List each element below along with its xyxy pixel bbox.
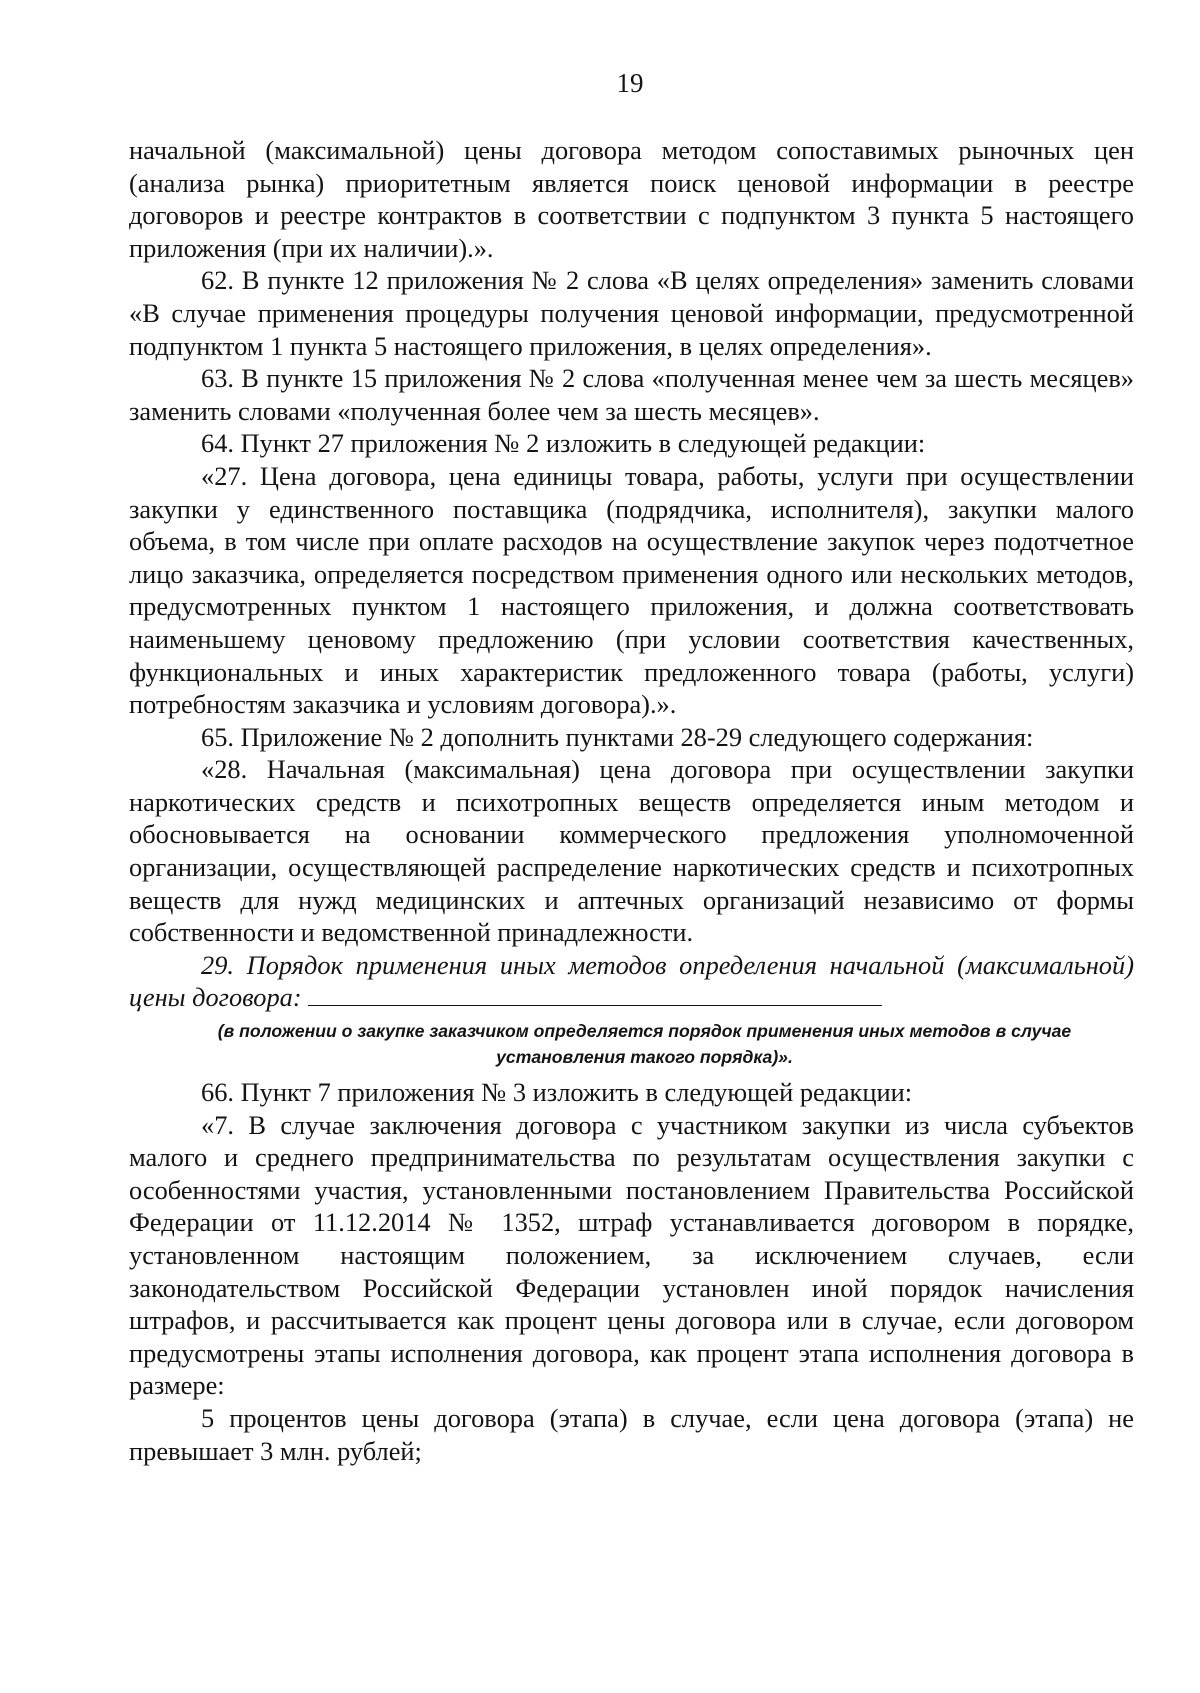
paragraph-65: 65. Приложение № 2 дополнить пунктами 28-29 следующего содержания:: [201, 721, 1034, 752]
paragraph-29-italic: [129, 949, 1134, 1014]
paragraph-64: 64. Пункт 27 приложения № 2 изложить в следующей редакции:: [201, 428, 926, 459]
paragraph-continuation: начальной (максимальной) цены договора методом сопоставимых рыночных цен (анализа рынка) приоритетным является поиск ценовой информации в реестре договоров и реестре контрактов в соответствии с подпунктом 3 пункта 5 настоящего приложения (при их наличии).».: [129, 135, 1134, 263]
paragraph-66: 66. Пункт 7 приложения № 3 изложить в следующей редакции:: [201, 1077, 913, 1108]
fill-in-blank-line: [308, 983, 882, 1006]
paragraph-62: 62. В пункте 12 приложения № 2 слова «В целях определения» заменить словами «В случае применения процедуры получения ценовой информации, предусмотренной подпунктом 1 пункта 5 настоящего приложения, в целях определения».: [129, 265, 1134, 361]
paragraph-28-quote: «28. Начальная (максимальная) цена договора при осуществлении закупки наркотических средств и психотропных веществ определяется иным методом и обосновывается на основании коммерческого предложения уполномоченной организации, осуществляющей распределение наркотических средств и психотропных веществ для нужд медицинских и аптечных организаций независимо от формы собственности и ведомственной принадлежности.: [129, 754, 1134, 948]
page-number: 19: [616, 68, 644, 98]
paragraph-63: 63. В пункте 15 приложения № 2 слова «полученная менее чем за шесть месяцев» заменить словами «полученная более чем за шесть месяцев».: [129, 363, 1134, 426]
document-body: [129, 134, 1134, 1467]
footnote-instruction: (в положении о закупке заказчиком определяется порядок применения иных методов в случае установления такого порядка)».: [217, 1021, 1072, 1068]
paragraph-27-quote: «27. Цена договора, цена единицы товара, работы, услуги при осуществлении закупки у единственного поставщика (подрядчика, исполнителя), закупки малого объема, в том числе при оплате расходов на осуществление закупок через подотчетное лицо заказчика, определяется посредством применения одного или нескольких методов, предусмотренных пунктом 1 настоящего приложения, и должна соответствовать наименьшему ценовому предложению (при условии соответствия качественных, функциональных и иных характеристик предложенного товара (работы, услуги) потребностям заказчика и условиям договора).».: [129, 460, 1134, 720]
paragraph-7-quote: «7. В случае заключения договора с участником закупки из числа субъектов малого и среднего предпринимательства по результатам осуществления закупки с особенностями участия, установленными постановлением Правительства Российской Федерации от 11.12.2014 № 1352, штраф устанавливается договором в порядке, установленном настоящим положением, за исключением случаев, если законодательством Российской Федерации установлен иной порядок начисления штрафов, и рассчитывается как процент цены договора или в случае, если договором предусмотрены этапы исполнения договора, как процент этапа исполнения договора в размере:: [129, 1109, 1134, 1401]
paragraph-5-percent: 5 процентов цены договора (этапа) в случае, если цена договора (этапа) не превышает 3 млн. рублей;: [129, 1402, 1134, 1466]
paragraph-29-text: 29. Порядок применения иных методов определения начальной (максимальной) цены договора:: [129, 949, 1134, 1013]
